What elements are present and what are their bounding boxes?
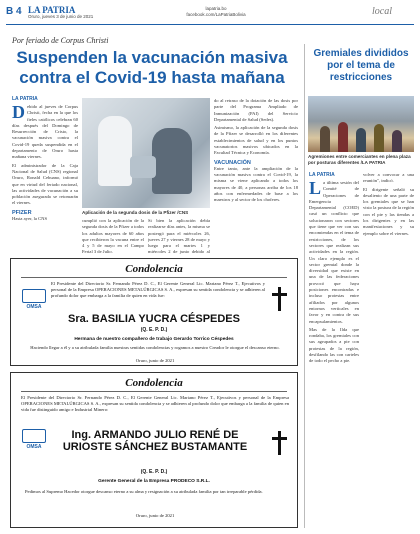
header-rule bbox=[6, 24, 414, 25]
photo-caption: Aplicación de la segunda dosis de la Pfizer /CNS bbox=[82, 210, 189, 215]
web-links bbox=[186, 6, 246, 18]
col2-paragraph: cumplió con la aplicación de la segunda dosis de la Pfizer a todos los adultos mayores de 60 años que recibieron la vacuna entre el 4 y 5 de mayo en el Campo Ferial 3 de Julio. bbox=[82, 218, 144, 254]
ad2-body: El Presidente del Directorio Sr. Fernando Pérez D. C., El Gerente General Lic. Mariano Pérez T., Ejecutivos y personal de la Empresa OPERACIONES METALÚRGICAS S. A., expresan su sentida condolencia y se adhieren al profundo dolor que embarga a la familia de quien en vida fue distinguido amigo e Industrial Minero: bbox=[21, 395, 289, 412]
sidebar-byline: LA PATRIA bbox=[309, 172, 335, 178]
sidebar-photo-caption: Agremiones entre comerciantes en plena plaza por posturas diferentes /LA PATRIA bbox=[308, 154, 411, 165]
ad1-body: El Presidente del Directorio Sr. Fernando Pérez D. C., El Gerente General Lic. Mariano Pérez T., Ejecutivos y personal de la Empresa OPERACIONES METALÚRGICAS S. A., expresan su sentida condolencia y se adhieren al profundo dolor que embarga a la familia de quien en vida fue: bbox=[51, 281, 265, 298]
sidebar-col1-paragraph: a última sesión del Comité de Operaciones de Emergencia Departamental (COED) casó un conflicto que solucionaron con sectores que tiene que ver con sus encomiendas en el tema de restricciones, de los sectores que realizan sus actividades en la región. Un claro ejemplo es el sector gremial donde la diversidad que existe en una de las federaciones provocó que haya posiciones encontradas e incluso protestas entre afiliados por algunos entornos verticales en favor y en contra de sus encapsulamientos. bbox=[309, 180, 359, 324]
omsa-logo-icon bbox=[22, 289, 46, 303]
article-column-1 bbox=[12, 104, 78, 254]
photo-person bbox=[338, 122, 348, 152]
omsa-logo-icon bbox=[22, 429, 46, 443]
col4-paragraph-3: Entre tanto, ante la ampliación de la vacunación masiva contra el Covid-19, la misma se viene aplicando a todos los mayores de 40, a personas arriba de los 18 años con enfermedades de base a los maestros y al sector de los choferes. bbox=[214, 165, 298, 203]
col1-subhead: PFIZER bbox=[12, 209, 32, 216]
ad2-relation: Gerente General de la Empresa PRODECO S.R.L. bbox=[98, 479, 210, 484]
sidebar-column-1 bbox=[309, 180, 359, 528]
facebook-link[interactable]: facebook.com/LaPatriaBolivia bbox=[186, 12, 246, 17]
article-kicker: Por feriado de Corpus Christi bbox=[12, 36, 109, 45]
article-byline: LA PATRIA bbox=[12, 96, 38, 102]
ad1-relation: Hermana de nuestro compañero de trabajo Gerardo Torrico Céspedes bbox=[74, 337, 234, 342]
ad1-company-logo: OMSA bbox=[19, 289, 49, 310]
ad1-wish: Haciendo llegar a él y a su atribulada familia nuestras sentidas condolencias y rogamos a nuestro Creador le otorgue el descanso eterno. bbox=[30, 345, 280, 350]
photo-person bbox=[320, 126, 330, 152]
sidebar-column-2 bbox=[363, 172, 414, 528]
sidebar-col2-paragraph-2: El dirigente señaló su desaliento de una parte de los gremiales que se han visto la postura de la región con el pie y las tiendas a los dirigentes y en las manifestaciones y su ejemplo sobre el viernes. bbox=[363, 186, 414, 236]
col3-paragraph: Si bien la aplicación debía realizarse días antes, la misma se postergó para el miércoles 26, jueves 27 y viernes 28 de mayo y luego para el martes 1 y miércoles 2 de junio debido al bbox=[148, 218, 210, 254]
ad2-rip: (Q. E. P. D.) bbox=[140, 469, 168, 475]
article-column-3 bbox=[148, 218, 210, 254]
photo-person bbox=[374, 124, 384, 152]
col1-paragraph-3: Hasta ayer, la CNS bbox=[12, 215, 48, 221]
photo-figure-health-worker bbox=[98, 116, 132, 186]
ad2-place-date: Oruro, junio de 2021 bbox=[135, 513, 175, 518]
photo-person bbox=[392, 130, 402, 152]
sidebar-drop-cap: L bbox=[309, 180, 322, 198]
article-headline: Suspenden la vacunación masiva contra el Covid-19 hasta mañana bbox=[16, 48, 288, 87]
photo-person bbox=[356, 128, 366, 152]
ad1-title: Condolencia bbox=[125, 263, 183, 275]
sidebar-headline: Gremiales divididos por el tema de restricciones bbox=[313, 48, 409, 83]
col1-paragraph-2: El administrador de la Caja Nacional de Salud (CNS) regional Oruro, Ronald Cebuano, informó que en virtud del feriado nacional, las actividades de vacunación a su población asegurada se retomarán el viernes. bbox=[12, 162, 78, 206]
article-column-2 bbox=[82, 218, 144, 254]
edition-date: Oruro, jueves 3 de junio de 2021 bbox=[28, 14, 94, 19]
website-link[interactable]: lapatria.bo bbox=[205, 6, 227, 11]
ad1-deceased-name: Sra. BASILIA YUCRA CÉSPEDES bbox=[68, 313, 240, 325]
cross-icon bbox=[269, 287, 289, 311]
page-number: B 4 bbox=[6, 6, 22, 17]
vaccination-photo bbox=[82, 98, 210, 208]
condolence-ad-2 bbox=[10, 372, 298, 528]
sidebar-col2-paragraph: volver a convocar a una reunión", indicó. bbox=[363, 172, 414, 184]
col1-paragraph: ebido al jueves de Corpus Christi, fecha en la que los fieles católicos celebran 60 días después del Domingo de Resurrección de Cristo, la vacunación masiva contra el Covid-19 queda suspendida en el departamento de Oruro hasta mañana viernes. bbox=[12, 104, 78, 160]
ad2-wish: Pedimos al Supremo Hacedor otorgue descanso eterno a su alma y resignación a su atribulada familia por tan irreparable pérdida. bbox=[25, 489, 263, 494]
photo-figure-patient bbox=[152, 128, 192, 194]
col4-paragraph-2: Asimismo, la aplicación de la segunda dosis de la Pfizer se desarrolló en los diferentes establecimientos de salud y en los puntos vacunatorios masivos ubicados en la Facultad Técnica y Economía. bbox=[214, 125, 298, 156]
ad2-rule bbox=[21, 391, 287, 392]
section-label: local bbox=[372, 6, 392, 17]
photo-figure-table bbox=[130, 156, 156, 178]
ad2-company-logo: OMSA bbox=[19, 429, 49, 450]
gremiales-photo bbox=[308, 96, 414, 152]
drop-cap: D bbox=[12, 104, 25, 122]
ad1-rip: (Q. E. P. D.) bbox=[140, 327, 168, 333]
article-column-4 bbox=[214, 98, 298, 254]
ad2-deceased-name: Ing. ARMANDO JULIO RENÉ DE URIOSTE SÁNCHEZ BUSTAMANTE bbox=[62, 429, 248, 453]
col4-paragraph: do al retraso de la dotación de las dosis por parte del Programa Ampliado de Inmunización (PAI) del Servicio Departamental de Salud (Sedes). bbox=[214, 98, 298, 122]
column-divider bbox=[304, 44, 305, 528]
ad1-place-date: Oruro, junio de 2021 bbox=[135, 358, 175, 363]
newspaper-logo: LA PATRIA bbox=[28, 5, 76, 15]
col4-subhead: VACUNACIÓN bbox=[214, 159, 251, 166]
condolence-ad-1 bbox=[10, 258, 298, 366]
ad1-rule bbox=[21, 277, 287, 278]
ad2-title: Condolencia bbox=[125, 377, 183, 389]
sidebar-col1-paragraph-2: Mas de la Ilda que rondaba, los gremiales con sus agrupados a pie con protestas de la región, desfilando las con carteles de todo el pecho a pie. bbox=[309, 326, 359, 364]
cross-icon bbox=[269, 431, 289, 455]
